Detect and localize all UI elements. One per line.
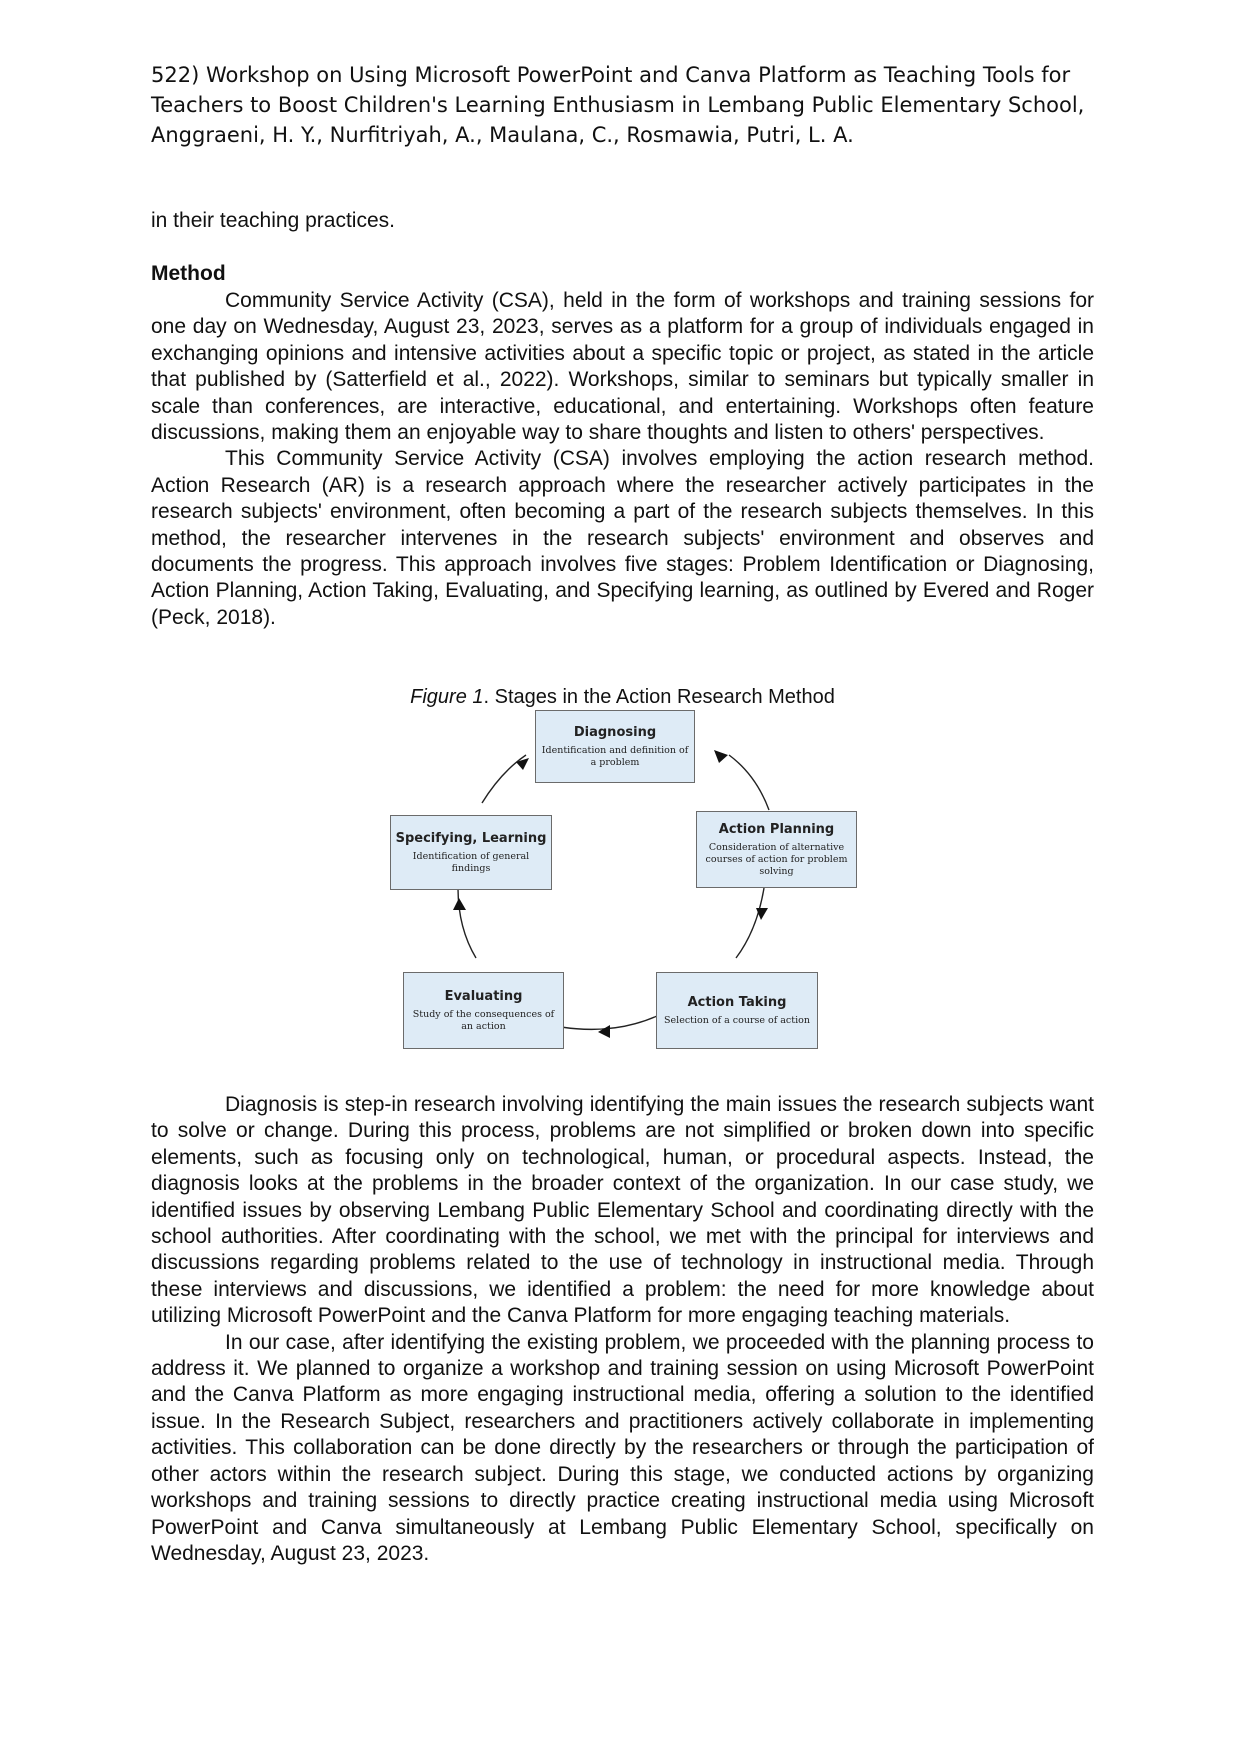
stage-description: Consideration of alternative courses of action for problem solving — [705, 842, 848, 877]
paragraph: Diagnosis is step-in research involving identifying the main issues the research subjects want to solve or change. During this process, problems are not simplified or broken down into specific elements, such as focusing only on technological, human, or procedural aspects. Instead, the diagnosis looks at the problems in the broader context of the organization. In our case study, we identified issues by observing Lembang Public Elementary School and coordinating directly with the school authorities. After coordinating with the school, we met with the principal for interviews and discussions regarding problems related to the use of technology in instructional media. Through these interviews and discussions, we identified a problem: the need for more knowledge about utilizing Microsoft PowerPoint and the Canva Platform for more engaging teaching materials. — [151, 1093, 1094, 1328]
header-line: Teachers to Boost Children's Learning Enthusiasm in Lembang Public Elementary School, — [151, 93, 1085, 117]
stage-action-planning — [696, 811, 857, 888]
arrowhead-evaluating-to-specifying — [453, 898, 466, 910]
running-header — [151, 60, 1094, 150]
stage-title: Action Planning — [718, 822, 835, 837]
paragraph: In our case, after identifying the existing problem, we proceeded with the planning process to address it. We planned to organize a workshop and training session on using Microsoft PowerPoint and the Canva Platform as more engaging instructional media, offering a solution to the identified issue. In the Research Subject, researchers and practitioners actively collaborate in implementing activities. This collaboration can be done directly by the researchers or through the participation of other actors within the research subject. During this stage, we conducted actions by organizing workshops and training sessions to directly practice creating instructional media using Microsoft PowerPoint and Canva simultaneously at Lembang Public Elementary School, specifically on Wednesday, August 23, 2023. — [151, 1330, 1094, 1565]
stage-description: Selection of a course of action — [664, 1015, 810, 1026]
stage-title: Specifying, Learning — [395, 831, 547, 846]
stage-title: Diagnosing — [573, 725, 657, 740]
header-line: 522) Workshop on Using Microsoft PowerPoint and Canva Platform as Teaching Tools for — [151, 63, 1071, 87]
figure-caption — [151, 686, 1094, 709]
arrow-diagnosing-to-planning — [729, 755, 769, 810]
action-research-cycle-diagram — [386, 710, 866, 1065]
header-line: Anggraeni, H. Y., Nurfitriyah, A., Maulana, C., Rosmawia, Putri, L. A. — [151, 123, 854, 147]
stage-description: Identification of general findings — [412, 851, 530, 874]
stage-diagnosing — [535, 710, 695, 783]
stage-evaluating — [403, 972, 564, 1049]
stage-title: Action Taking — [687, 995, 787, 1010]
paragraph: Community Service Activity (CSA), held in the form of workshops and training sessions for one day on Wednesday, August 23, 2023, serves as a platform for a group of individuals engaged in exchanging opinions and intensive activities about a specific topic or project, as stated in the article that published by (Satterfield et al., 2022). Workshops, similar to seminars but typically smaller in scale than conferences, are interactive, educational, and entertaining. Workshops often feature discussions, making them an enjoyable way to share thoughts and listen to others' perspectives. — [151, 289, 1094, 445]
lead-text-block — [151, 208, 1094, 234]
stage-action-taking — [656, 972, 818, 1049]
arrowhead-diagnosing-to-planning — [714, 750, 728, 763]
stage-description: Study of the consequences of an action — [412, 1009, 555, 1032]
stage-title: Evaluating — [444, 989, 523, 1004]
section-heading: Method — [151, 262, 226, 285]
figure-caption-text: . Stages in the Action Research Method — [483, 686, 835, 708]
stage-description: Identification and definition of a problem — [541, 745, 689, 768]
paragraph: This Community Service Activity (CSA) involves employing the action research method. Action Research (AR) is a research approach where the researcher actively participates in the research subjects' environment, often becoming a part of the research subjects themselves. In this method, the researcher intervenes in the research subjects' environment and observes and documents the progress. This approach involves five stages: Problem Identification or Diagnosing, Action Planning, Action Taking, Evaluating, and Specifying learning, as outlined by Evered and Roger (Peck, 2018). — [151, 447, 1094, 629]
arrowhead-specifying-to-diagnosing — [516, 758, 529, 770]
arrow-evaluating-to-specifying — [458, 888, 476, 958]
arrowhead-taking-to-evaluating — [598, 1025, 610, 1038]
stage-specifying-learning — [390, 815, 552, 890]
figure-caption-label: Figure 1 — [410, 686, 484, 708]
diagnosis-section — [151, 1092, 1094, 1567]
paragraph: in their teaching practices. — [151, 209, 395, 232]
method-section — [151, 288, 1094, 631]
arrow-planning-to-taking — [736, 888, 764, 958]
